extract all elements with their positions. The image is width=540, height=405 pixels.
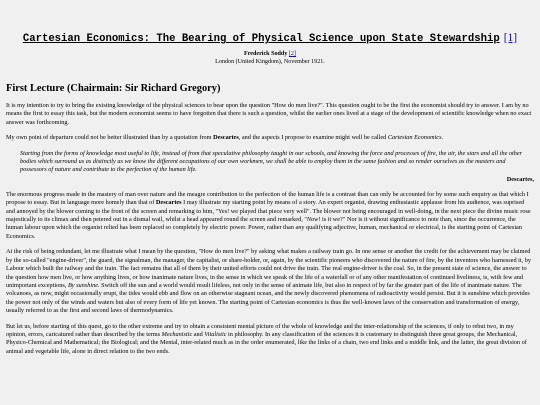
title-text: Cartesian Economics: The Bearing of Physical Science upon State Stewardship bbox=[22, 33, 500, 45]
block-quote: Starting from the forms of knowledge most useful to life, instead of from that speculative philosophy taught in our schools, and knowing the force and processes of fire, the air, the stars and all the other bodies which surround us as distinctly as we know the different occupations of our own workmen, we shall be able to employ them in the same fashion and so render ourselves as the masters and possessors of nature and contribute to the perfection of the human life. bbox=[20, 149, 523, 174]
place-date: London (United Kingdom), November 1921. bbox=[215, 59, 325, 65]
paragraph-2: My own point of departure could not be better illustrated than by a quotation from Descartes, and the aspects I propose to examine might well be called Cartesian Economics. bbox=[6, 134, 444, 142]
paragraph-5: But let us, before starting of this quest, go to the other extreme and try to obtain a consistent mental picture of the whole of knowledge and the inter-relationship of the sciences, if only to rebut two, in my opinion, errors, caricatured rather than described by the terms Mechanistic and Vitalistic in philosophy. In any classification of the sciences it is customary to distinguish three great groups, the Mechanical, Physico-Chemical and Mathematical; the Biological; and the Mental, inter-related much as in the order enumerated, like the links of a chain, two end links and a middle link, and the latter, the great division of animal and vegetable life, alone in direct relation to the two ends. bbox=[6, 322, 527, 355]
by-sunshine-term: By sunshine bbox=[67, 281, 98, 289]
paragraph-1: It is my intention to try to bring the existing knowledge of the physical sciences to bear upon the question "How do men live?". This question ought to be the first the economist should try to answer. I am by no means the first to essay this task, but the modern economist seems to have forgotten that there is such a question, whilst the earlier ones lived at a stage of the development of scientific knowledge when no exact answer was forthcoming. bbox=[6, 102, 532, 126]
paragraph-3: The enormous progress made in the mastery of man over nature and the meagre contribution to the perfection of the human life is a contrast than can only be accounted for by some such enquiry as that which I propose to essay. But in language more homely than that of Descartes I may illustrate my starting point by means of a story. An expert organist, drawing enthusiastic applause from his audience, was suprised and annoyed by the blower coming to the front of the screen and remarking to him, "Yes! we played that piece very well". The blower not being encouraged in well-doing, in the next piece the divine music rose majestically to its climax and then petered out in a dismal wail, whilst a head appeared round the screen and remarked, "Now! is it we?" Nor is it without significance to note than, since the occurrence, the human labour upon which the organist relied has been replaced so completely by electric power. Power, rather than any qualifying adjective, human, mechanical or electrical, is the starting point of Cartesian Economics. bbox=[6, 190, 531, 240]
byline bbox=[6, 50, 534, 66]
descartes-name-2: Descartes bbox=[155, 199, 182, 207]
title-footnote-link[interactable]: [1] bbox=[503, 32, 518, 44]
quote-attribution: Descartes, bbox=[506, 175, 534, 183]
lecture-heading: First Lecture (Chairmain: Sir Richard Gregory) bbox=[6, 83, 221, 94]
author-footnote-link[interactable]: [2] bbox=[288, 51, 297, 57]
cartesian-economics-term: Cartesian Economics bbox=[387, 134, 442, 142]
descartes-name: Descartes bbox=[213, 134, 239, 142]
author-name: Frederick Soddy bbox=[243, 51, 288, 57]
paragraph-4: At the risk of being redundant, let me illustrate what I mean by the question, "How do men live?" by asking what makes a railway train go. In one sense or another the credit for the achievement may be claimed by the so-called "engine-driver", the guard, the signalman, the manager, the capitalist, or share-holder, or, again, by the scientific pioneers who discovered the nature of fire, by the inventors who harnessed it, by Labour which built the railway and the train. The fact remains that all of them by their united efforts could not drive the train. The real engine-driver is the coal. So, in the present state of science, the answer to the question how men live, or how anything lives, or how inanimate nature lives, in the sense in which we speak of the life of a waterfall or of any other manifestation of continued liveliness, is, with few and unimportant exceptions, By sunshine. Switch off the sun and a world would result lifeless, not only in the sense of animate life, but also in respect of by far the greater part of the life of inanimate nature. The volcanoes, as now, might occasionally erupt, the tides would ebb and flow on an otherwise stagnant ocean, and the newly discovered phenomena of radioactivity would persist. But it is sunshine which provides the power not only of the winds and waters but also of every form of life yet known. The starting point of Cartesian economics is thus the well-known laws of the conservation and transformation of energy, usually referred to as the first and second laws of thermodynamics. bbox=[6, 248, 532, 315]
document-title bbox=[6, 32, 534, 45]
